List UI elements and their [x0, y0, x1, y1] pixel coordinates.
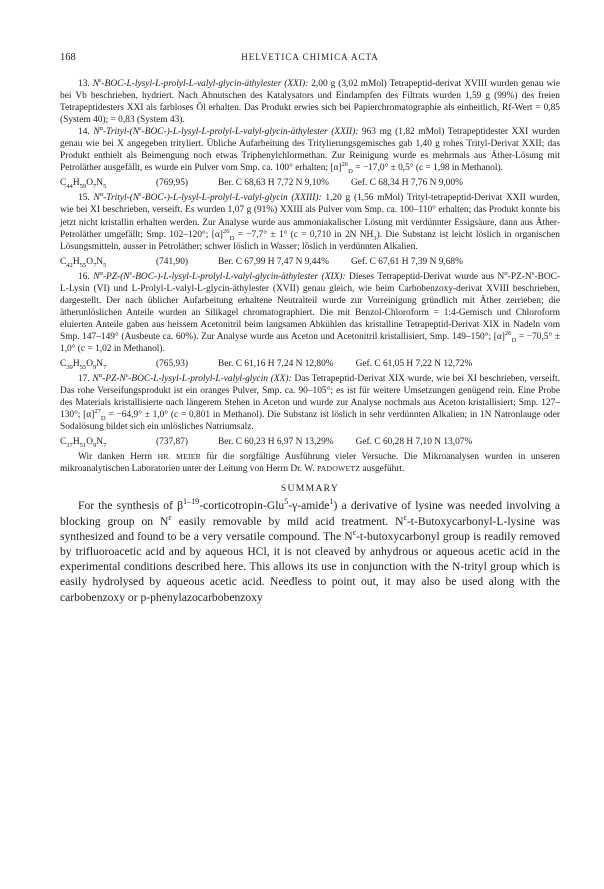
- section-number: 17.: [78, 374, 90, 385]
- calculated-values: Ber. C 68,63 H 7,72 N 9,10%: [218, 178, 329, 189]
- calculated-values: Ber. C 61,16 H 7,24 N 12,80%: [218, 359, 334, 370]
- section-number: 16.: [78, 271, 90, 282]
- paragraph-15: [60, 192, 560, 252]
- analysis-line-14: [60, 177, 560, 189]
- section-number: 15.: [78, 193, 90, 204]
- molecular-formula: $C_{37}H_{51}O_9N_7$: [60, 437, 107, 450]
- section-number: 13.: [78, 79, 90, 89]
- page-number: 168: [60, 52, 76, 63]
- molecular-weight: (737,87): [156, 437, 189, 448]
- paragraph-body: 963 mg (1,82 mMol) Tetrapeptidester XXI wurden genau wie bei X angegeben trityliert. Übliche Aufarbeitung des Tritylierungsgemisches gab 1,40 g rohes Trityl-Derivat XXII; das Produkt enthielt als Beimengung noch etwas Triphenylchlormethan. Zur Reinigung wurde es mehrmals aus Äther-Lösung mit Petroläther ausgefällt, es wurde ein Pulver vom Smp. ca. 100° erhalten; $[\alpha]^{26}_D = -17,0^\circ \pm 0,5^\circ$ (c = 1,98 in Methanol).: [60, 127, 560, 176]
- paragraph-body: 2,00 g (3,02 mMol) Tetrapeptid-derivat XVIII wurden genau wie bei Vb beschrieben, hydriert. Nach Abnutschen des Katalysators und Eindampfen des Filtrats wurden 1,59 g (99%) des freien Tetrapeptidesters XXI als farbloses Öl erhalten. Das Produkt erwies sich bei Papierchromatographie als einheitlich, Rf-Wert = 0,85 (System 40); = 0,83 (System 43).: [60, 79, 561, 126]
- paragraph-body: 1,20 g (1,56 mMol) Trityl-tetrapeptid-Derivat XXII wurden, wie bei XI beschrieben, verseift. Es wurden 1,07 g (91%) XXIII als Pulver vom Smp. ca. 100–110° erhalten; das Produkt konnte bis jetzt nicht kristallin erhalten werden. Zur Analyse wurde aus ammoniakalischer Lösung mit verdünnter Essigsäure, dann aus Äther-Petroläther umgefällt; Smp. 102–120°; $[\alpha]^{26}_D = -7,7^\circ \pm 1^\circ$ (c = 0,710 in 2N $NH_3$). Die Substanz ist leicht löslich in organischen Lösungsmitteln, ausser in Petroläther; schwer löslich in Wasser; löslich in verdünnten Alkalien.: [60, 193, 561, 252]
- running-head: [60, 52, 560, 68]
- paragraph-body: Das Tetrapeptid-Derivat XIX wurde, wie bei XI beschrieben, verseift. Das rohe Verseifungsprodukt ist ein oranges Pulver, Smp. ca. 90–105°; es ist für weitere Umsetzungen genügend rein. Eine Probe des Materials kristallisierte nach längerem Stehen in Aceton und wurde zur Analyse nochmals aus Aceton kristallisiert; Smp. 127–130°; $[\alpha]^{27}_D = -64,9^\circ \pm 1,0^\circ$ (c = 0,801 in Methanol). Die Substanz ist löslich in sehr verdünnten Alkalien; in 1N Natronlauge oder Sodalösung bildet sich ein unlösliches Natriumsalz.: [60, 374, 560, 433]
- molecular-weight: (769,95): [156, 178, 189, 189]
- compound-title: $N^\alpha-PZ-N^\varepsilon-BOC-L-lysyl-L-prolyl-L-valyl$-glycin (XX):: [92, 371, 292, 385]
- calculated-values: Ber. C 60,23 H 6,97 N 13,29%: [218, 437, 334, 448]
- summary-section: [60, 498, 560, 604]
- paragraph-14: [60, 126, 560, 174]
- found-values: Gef. C 60,28 H 7,10 N 13,07%: [355, 437, 473, 448]
- experimental-section: [60, 78, 560, 475]
- compound-title: $N^\alpha-Trityl-(N^\varepsilon-BOC-)-L-lysyl-L-prolyl-L-valyl$-glycin (XXIII):: [93, 191, 322, 204]
- analysis-line-15: [60, 256, 560, 268]
- compound-title: $N^\alpha-PZ-(N^\varepsilon-BOC-)-L-lysyl-L-prolyl-L-valyl-glycin$-äthylester (XIX):: [93, 269, 346, 282]
- acknowledgements: Wir danken Herrn HR. MEIER für die sorgfältige Ausführung vieler Versuche. Die Mikroanalysen wurden in unseren mikroanalytischen Laboratorien unter der Leitung von Herrn Dr. W. PADOWETZ ausgeführt.: [60, 452, 560, 475]
- found-values: Gef. C 61,05 H 7,22 N 12,72%: [355, 359, 473, 370]
- molecular-weight: (741,90): [156, 256, 189, 267]
- analysis-line-17: [60, 436, 560, 448]
- compound-title: $N^\varepsilon-BOC-L-lysyl-L-prolyl-L-valyl-glycin$-äthylester (XXI):: [92, 76, 309, 89]
- molecular-weight: (765,93): [156, 359, 189, 370]
- calculated-values: Ber. C 67,99 H 7,47 N 9,44%: [218, 256, 329, 267]
- section-number: 14.: [78, 127, 90, 138]
- analysis-line-16: [60, 358, 560, 370]
- molecular-formula: $C_{44}H_{59}O_7N_5$: [60, 178, 107, 191]
- molecular-formula: $C_{39}H_{55}O_9N_7$: [60, 359, 107, 371]
- summary-paragraph: For the synthesis of $\beta^{1-19}-corticotropin-Glu^5-\gamma-amide^1$) a derivative of lysine was needed involving a blocking group on $N^\varepsilon$ easily removable by mild acid treatment. $N^\varepsilon-t-Butoxycarbonyl-L$-lysine was synthesized and found to be a very versatile compound. The $N^\varepsilon-t$-butoxycarbonyl group is readily removed by trifluoroacetic acid and by aqueous HCl, it is not cleaved by anhydrous or aqueous acetic acid in the experimental conditions described here. This allows its use in conjunction with the N-trityl group which is easily hydrolysed by aqueous acetic acid. Needless to point out, it may also be used along with the carbobenzoxy or p-phenylazocarbobenzoxy: [60, 497, 560, 604]
- found-values: Gef. C 68,34 H 7,76 N 9,00%: [350, 178, 463, 189]
- summary-heading: SUMMARY: [280, 483, 340, 495]
- molecular-formula: $C_{42}H_{55}O_7N_5$: [60, 256, 107, 269]
- journal-title: HELVETICA CHIMICA ACTA: [241, 52, 379, 62]
- found-values: Gef. C 67,61 H 7,39 N 9,68%: [350, 256, 463, 267]
- paragraph-16: [60, 271, 560, 355]
- paragraph-body: Dieses Tetrapeptid-Derivat wurde aus $N^\alpha-PZ-N^\varepsilon-BOC-L$-Lysin (VI) und L-Prolyl-L-valyl-L-glycin-äthylester (XVII) genau gleich, wie beim Carbobenzoxy-derivat XVIII beschrieben, dargestellt. Der nach üblicher Aufarbeitung erhaltene Neutralteil wurde zur Vorreinigung gründlich mit Äther zerrieben; die ätherunlöslichen Anteile wurden an Silikagel chromatographiert. Die mit Benzol-Chloroform = 1:4-Gemisch und Chloroform eluierten Anteile gaben aus heissem Acetonitril beim langsamen Abkühlen das kristalline Tetrapeptid-Derivat XIX in Nadeln vom Smp. 147–149° (Ausbeute ca. 60%). Zur Analyse wurde aus Aceton und Acetonitril kristallisiert, Smp. 149–150°; $[\alpha]^{26}_D = -70,5^\circ \pm 1,0^\circ$ (c = 1,02 in Methanol).: [60, 269, 561, 354]
- paragraph-17: [60, 373, 560, 433]
- paragraph-13: [60, 78, 560, 126]
- page: [60, 52, 560, 605]
- compound-title: $N^\alpha-Trityl-(N^\varepsilon-BOC-)-L-lysyl-L-prolyl-L-valyl-glycin$-äthylester (XXII):: [93, 125, 359, 138]
